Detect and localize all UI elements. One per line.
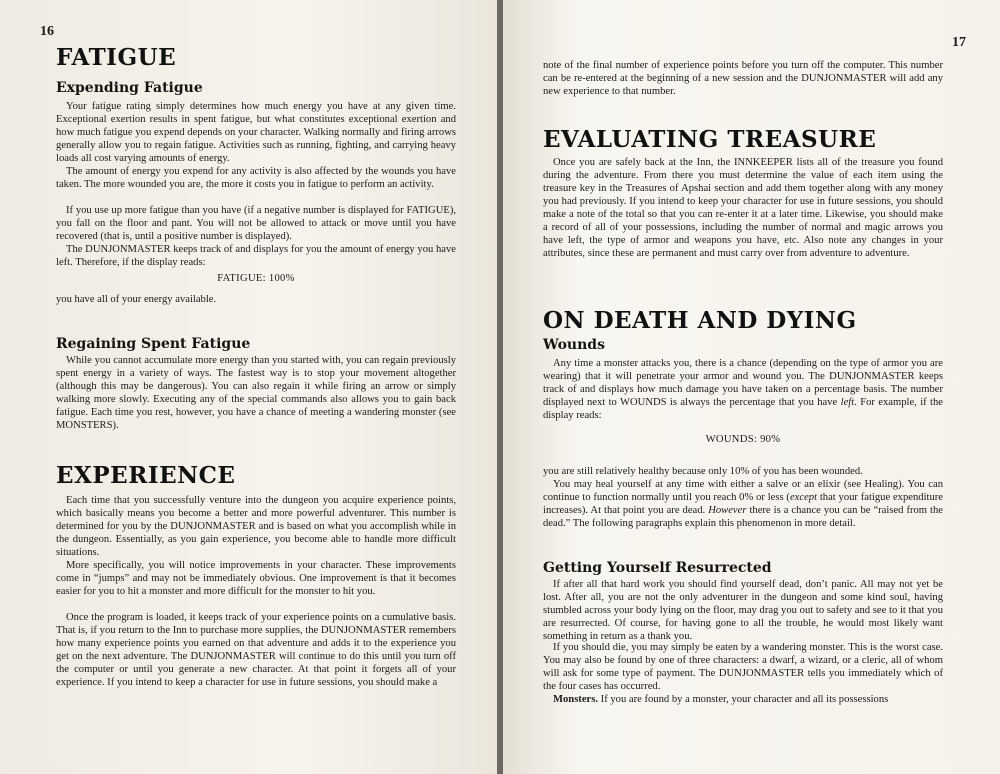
page-number: 17 [952, 35, 966, 50]
section-title-fatigue: FATIGUE [56, 44, 177, 71]
paragraph: The DUNJONMASTER keeps track of and displays for you the amount of energy you have left. Therefore, if the display reads: [56, 244, 456, 268]
subsection-title-getting-yourself-resurrected: Getting Yourself Resurrected [543, 560, 772, 576]
paragraph: Once you are safely back at the Inn, the INNKEEPER lists all of the treasure you found during the adventure. From there you must determine the value of each item using the treasure key in the Treasures of Apshai section and add them together along with any money you had previously. If you intend to keep your character for use in future sessions, you should make a note of the total so that you can re-enter it at a later time. Likewise, you should make a record of all of your possessions, including the number of normal and magic arrows you have left, the type of armor and weapons you have, etc. Also note any changes in your attributes, since these are permanent and must carry over from adventure to adventure. [543, 157, 943, 259]
paragraph: You may heal yourself at any time with either a salve or an elixir (see Healing). You can continue to function normally until you reach 0% or less (except that your fatigue expenditure increases). At that point you are dead. However there is a chance you can be “raised from the dead.” The following paragraphs explain this phenomenon in more detail. [543, 479, 943, 529]
paragraph: you have all of your energy available. [56, 294, 217, 305]
section-title-experience: EXPERIENCE [56, 462, 236, 489]
subsection-title-regaining-spent-fatigue: Regaining Spent Fatigue [56, 336, 251, 352]
section-title-on-death-and-dying: ON DEATH AND DYING [543, 307, 857, 334]
paragraph: Any time a monster attacks you, there is a chance (depending on the type of armor you are wearing) that it will penetrate your armor and wound you. The DUNJONMASTER keeps track of and displays how much damage you have taken on a percentage basis. The number displayed next to WOUNDS is always the percentage that you have left. For example, if the display reads: [543, 358, 943, 421]
subsection-title-expending-fatigue: Expending Fatigue [56, 80, 203, 96]
fatigue-display-example: FATIGUE: 100% [217, 273, 295, 284]
paragraph: Once the program is loaded, it keeps track of your experience points on a cumulative basis. That is, if you return to the Inn to purchase more supplies, the DUNJONMASTER remembers how many experience points you earned on that adventure and adds it to the experience you get on the next adventure. The DUNJONMASTER will continue to do this until you turn off the computer or until you generate a new character. At that point it forgets all of your experience. If you intend to keep a character for use in future sessions, you should make a [56, 612, 456, 688]
page-number: 16 [40, 24, 54, 39]
paragraph: More specifically, you will notice improvements in your character. These improvements come in “jumps” and may not be immediately obvious. One improvement is that it becomes easier for you to hit a monster and more difficult for the monster to hit you. [56, 560, 456, 597]
paragraph: If after all that hard work you should find yourself dead, don’t panic. All may not yet be lost. After all, you are not the only adventurer in the dungeon and some kind soul, having stumbled across your body lying on the floor, may drag you out to safety and see to it that you are resurrected. Of course, for having gone to all the trouble, he would most likely want something in return as a thank you. [543, 579, 943, 642]
paragraph: If you should die, you may simply be eaten by a wandering monster. This is the worst case. You may also be found by one of three characters: a dwarf, a wizard, or a cleric, all of whom will ask for some type of payment. The DUNJONMASTER tells you immediately which of the four cases has occurred. [543, 642, 943, 692]
paragraph: Each time that you successfully venture into the dungeon you acquire experience points, which basically means you become a better and more powerful adventurer. This number is determined for you by the DUNJONMASTER and is based on what you accomplish while in the dungeon. Essentially, as you gain experience, you become able to handle more difficult situations. [56, 495, 456, 558]
paragraph: you are still relatively healthy because only 10% of you has been wounded. [543, 466, 863, 477]
paragraph: Monsters. If you are found by a monster, your character and all its possessions [553, 694, 889, 705]
right-page [503, 0, 1000, 774]
paragraph: The amount of energy you expend for any activity is also affected by the wounds you have taken. The more wounded you are, the more it costs you in fatigue to perform an activity. [56, 166, 456, 190]
paragraph: If you use up more fatigue than you have (if a negative number is displayed for FATIGUE), you fall on the floor and pant. You will not be allowed to attack or move until you have recovered (that is, until a positive number is displayed). [56, 205, 456, 242]
wounds-display-example: WOUNDS: 90% [705, 434, 781, 445]
paragraph-continued: note of the final number of experience points before you turn off the computer. This number can be re-entered at the beginning of a new session and the DUNJONMASTER will add any new experience to that number. [543, 60, 943, 97]
paragraph: Your fatigue rating simply determines how much energy you have at any given time. Exceptional exertion results in spent fatigue, but what constitutes exceptional exertion and how much fatigue you expend depends on your character. Walking normally and firing arrows generally allow you to regain fatigue. Activities such as running, fighting, and carrying heavy loads all cost varying amounts of energy. [56, 101, 456, 164]
section-title-evaluating-treasure: EVALUATING TREASURE [543, 126, 877, 153]
paragraph: While you cannot accumulate more energy than you started with, you can regain previously spent energy in a variety of ways. The fastest way is to stop your movement altogether (although this may be dangerous). You can also regain it while firing an arrow or simply walking more slowly. Executing any of the special commands also allows you to gain back fatigue. Each time you rest, however, you have a chance of meeting a wandering monster (see MONSTERS). [56, 355, 456, 431]
left-page [0, 0, 497, 774]
subsection-title-wounds: Wounds [543, 337, 605, 353]
